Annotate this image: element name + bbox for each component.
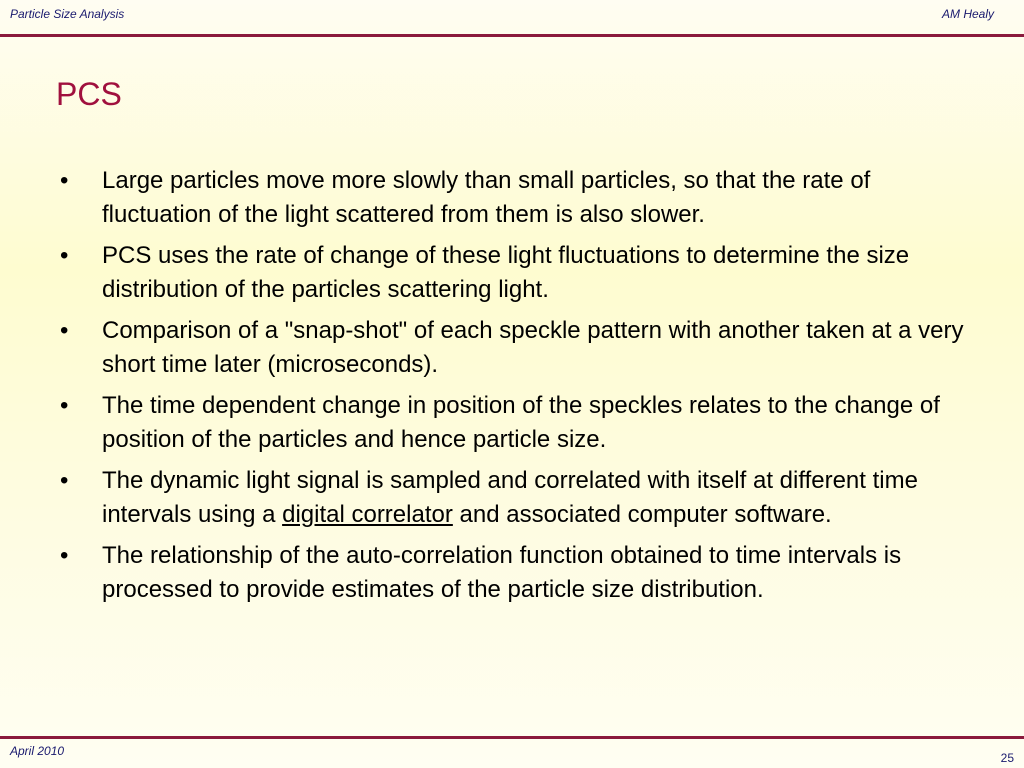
footer-divider — [0, 736, 1024, 739]
bullet-text: The time dependent change in position of the speckles relates to the change of position of the particles and hence particle size. — [102, 392, 940, 453]
bullet-item — [60, 464, 970, 532]
bullet-text-before: The dynamic light signal is sampled and correlated with itself at different time intervals using a — [102, 467, 918, 528]
bullet-icon: • — [60, 242, 69, 269]
bullet-text: Comparison of a "snap-shot" of each speckle pattern with another taken at a very short time later (microseconds). — [102, 317, 964, 378]
header-divider — [0, 34, 1024, 37]
bullet-icon: • — [60, 542, 69, 569]
bullet-icon: • — [60, 392, 69, 419]
header-author: AM Healy — [941, 7, 994, 21]
bullet-text: PCS uses the rate of change of these light fluctuations to determine the size distribution of the particles scattering light. — [102, 242, 910, 303]
digital-correlator-link[interactable]: digital correlator — [282, 501, 453, 528]
bullet-text: Large particles move more slowly than small particles, so that the rate of fluctuation of the light scattered from them is also slower. — [102, 167, 871, 228]
footer-date: April 2010 — [10, 744, 65, 758]
bullet-item — [60, 314, 970, 382]
bullet-icon: • — [60, 167, 69, 194]
bullet-list — [60, 164, 970, 614]
slide-title: PCS — [56, 76, 122, 112]
slide-header — [0, 0, 1024, 34]
page-number: 25 — [1000, 751, 1014, 765]
bullet-item — [60, 164, 970, 232]
bullet-text: The relationship of the auto-correlation function obtained to time intervals is processed to provide estimates of the particle size distribution. — [102, 542, 902, 603]
bullet-text-after: and associated computer software. — [452, 501, 832, 528]
header-presentation-title: Particle Size Analysis — [10, 7, 125, 21]
bullet-icon: • — [60, 317, 69, 344]
bullet-text — [102, 467, 918, 528]
bullet-item — [60, 239, 970, 307]
bullet-item — [60, 539, 970, 607]
bullet-item — [60, 389, 970, 457]
bullet-icon: • — [60, 467, 69, 494]
